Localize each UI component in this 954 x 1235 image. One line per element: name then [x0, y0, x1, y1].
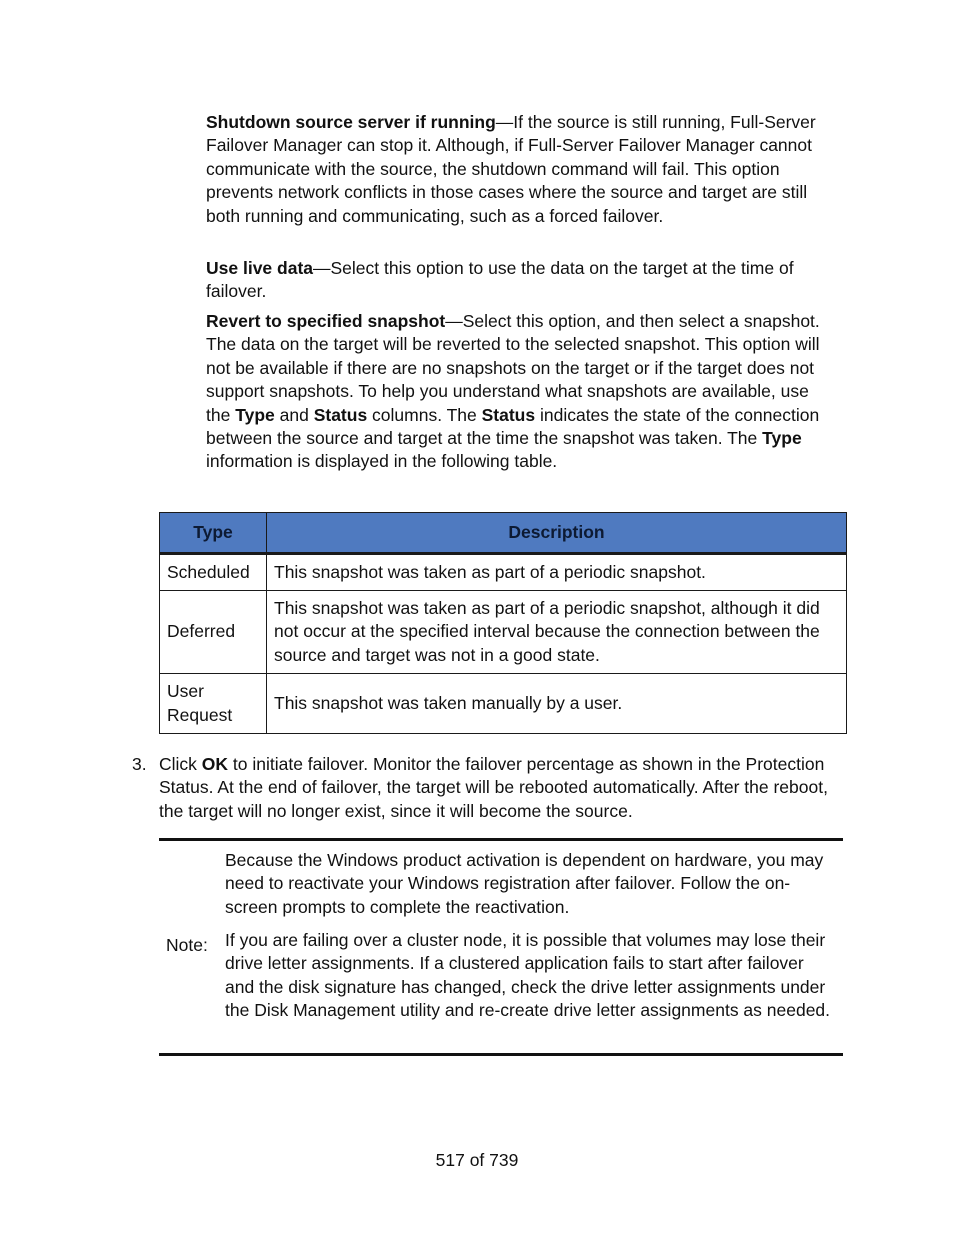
step-number: 3. [132, 754, 147, 774]
bold-inline: Type [762, 428, 802, 449]
option-description: —Select this option to use the data on the target at the time of failover. [206, 258, 794, 302]
option-shutdown-source [206, 111, 836, 228]
table-cell-type: Scheduled [160, 554, 267, 591]
table-header-row [160, 513, 847, 554]
table-row [160, 674, 847, 734]
option-description-part: and [274, 404, 314, 425]
note-paragraph: If you are failing over a cluster node, it is possible that volumes may lose their drive letter assignments. If a clustered application fails to start after failover and the disk signature has changed, check the drive letter assignments under the Disk Management utility and re-create drive letter assignments as needed. [225, 930, 831, 1021]
option-revert-snapshot [206, 310, 836, 474]
column-header-type: Type [160, 513, 267, 554]
note-paragraph: Because the Windows product activation is dependent on hardware, you may need to reactivate your Windows registration after failover. Follow the on-screen prompts to complete the reactivation. [225, 850, 824, 917]
table-cell-description: This snapshot was taken as part of a periodic snapshot. [267, 554, 847, 591]
option-description-part: indicates the state of the connection between the source and target at the time the snapshot was taken. The [206, 404, 820, 449]
step-text-part: Click [159, 754, 202, 774]
bold-inline: Status [481, 404, 536, 425]
page-number: 517 of 739 [435, 1150, 519, 1170]
option-description-part: —Select this option, and then select a snapshot. The data on the target will be reverted to the selected snapshot. This option will not be available if there are no snapshots on the target or if the target does not support snapshots. To help you understand what snapshots are available, use the [206, 311, 820, 425]
column-header-description: Description [267, 513, 847, 554]
note-box [159, 838, 843, 1056]
note-label: Note: [166, 935, 208, 955]
table-cell-description: This snapshot was taken manually by a user. [267, 674, 847, 734]
table-row [160, 591, 847, 674]
step-3 [132, 753, 832, 823]
bold-inline: Status [313, 404, 368, 425]
option-description: —If the source is still running, Full-Server Failover Manager can stop it. Although, if Full-Server Failover Manager cannot communicate with the source, the shutdown command will fail. This option prevents network conflicts in those cases where the source and target are still both running and communicating, such as a forced failover. [206, 112, 816, 226]
option-description-part: information is displayed in the following table. [206, 451, 558, 472]
snapshot-type-table [159, 512, 847, 734]
option-use-live-data [206, 257, 836, 304]
table-row [160, 554, 847, 591]
option-term: Use live data [206, 258, 313, 278]
table-cell-type: Deferred [160, 591, 267, 674]
bold-inline: Type [235, 404, 275, 425]
step-text-part: to initiate failover. Monitor the failover percentage as shown in the Protection Status. At the end of failover, the target will be rebooted automatically. After the reboot, the target will no longer exist, since it will become the source. [159, 754, 828, 821]
step-text [159, 753, 832, 823]
option-description-part: columns. The [367, 404, 482, 425]
ok-bold: OK [201, 754, 229, 774]
table-cell-type: User Request [160, 674, 267, 734]
option-term: Revert to specified snapshot [206, 311, 446, 331]
table-cell-description: This snapshot was taken as part of a periodic snapshot, although it did not occur at the specified interval because the connection between the source and target was not in a good state. [267, 591, 847, 674]
option-term: Shutdown source server if running [206, 112, 496, 132]
